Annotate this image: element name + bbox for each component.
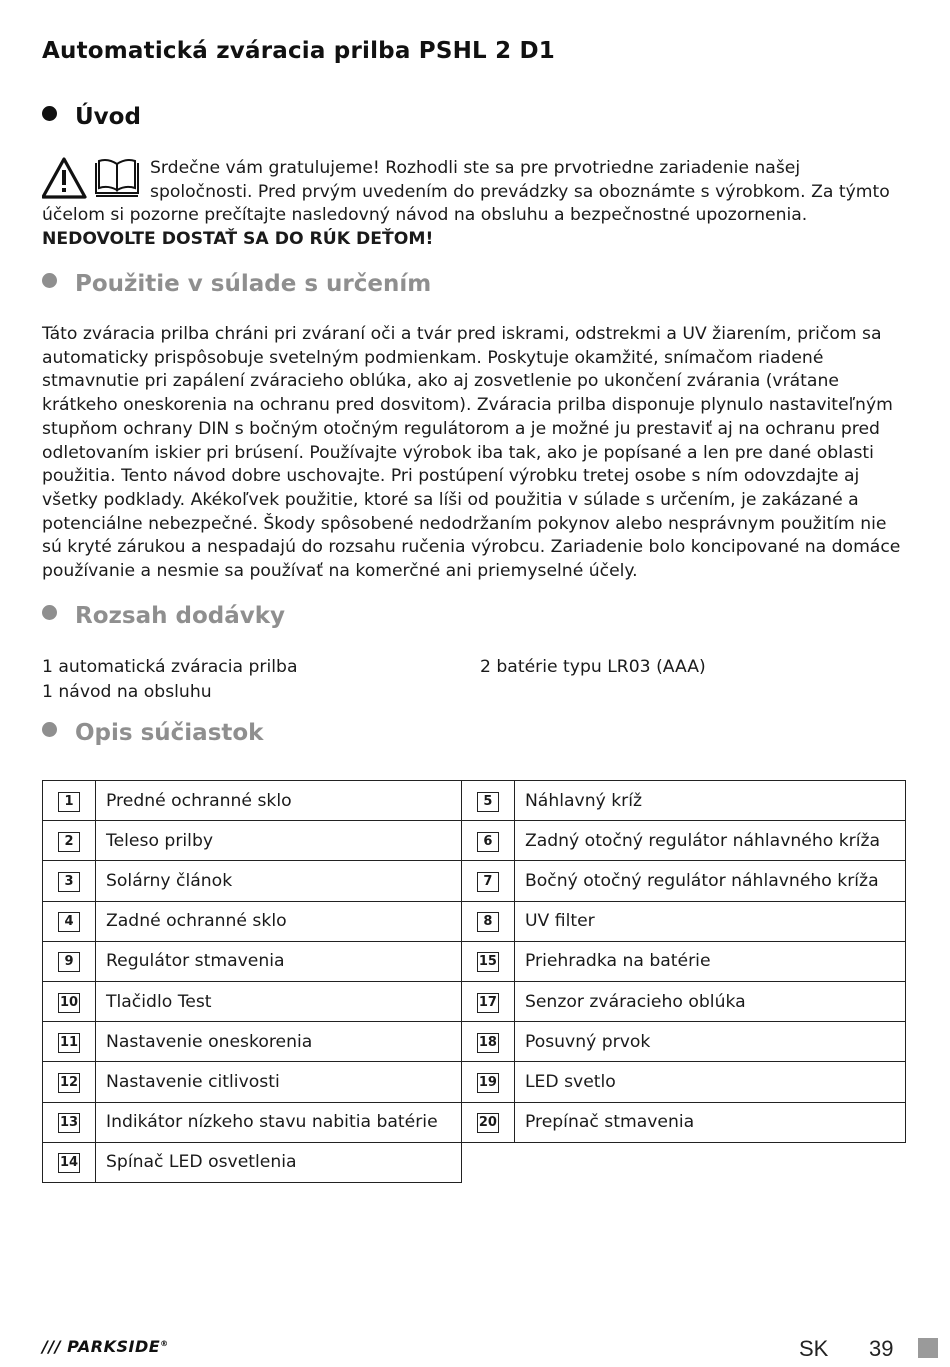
page-number: 39: [869, 1336, 894, 1361]
part-label: Indikátor nízkeho stavu nabitia batérie: [96, 1102, 462, 1142]
part-label: LED svetlo: [514, 1062, 905, 1102]
part-number-cell: [43, 781, 96, 821]
part-number: 9: [58, 952, 80, 972]
section-heading-intended-use: [42, 271, 431, 297]
part-number-cell: [43, 901, 96, 941]
part-number-cell: [43, 941, 96, 981]
table-row: [43, 1022, 906, 1062]
intended-use-heading-text: Použitie v súlade s určením: [75, 271, 432, 297]
part-number-cell: [43, 981, 96, 1021]
empty-cell: [514, 1142, 905, 1182]
table-row: [43, 941, 906, 981]
part-label: Zadné ochranné sklo: [96, 901, 462, 941]
part-number-cell: [43, 821, 96, 861]
part-label: Posuvný prvok: [514, 1022, 905, 1062]
intro-text: Srdečne vám gratulujeme! Rozhodli ste sa pre prvotriedne zariadenie našej spoločnosti. Pred prvým uvedením do prevádzky sa oboznámte s výrobkom. Za týmto účelom si pozorne prečítajte nasledovný návod na obsluhu a bezpečnostné upozornenia.: [42, 158, 890, 226]
part-number: 6: [477, 832, 499, 852]
part-number-cell: [461, 1062, 514, 1102]
bullet-icon: [42, 273, 57, 288]
part-number: 3: [58, 872, 80, 892]
section-heading-delivery: [42, 603, 285, 629]
delivery-item: 2 batérie typu LR03 (AAA): [480, 657, 706, 677]
part-label: Teleso prilby: [96, 821, 462, 861]
table-row: [43, 861, 906, 901]
part-label: Prepínač stmavenia: [514, 1102, 905, 1142]
part-number: 18: [477, 1033, 499, 1053]
parts-table: [42, 780, 906, 1183]
part-label: Tlačidlo Test: [96, 981, 462, 1021]
part-number-cell: [461, 861, 514, 901]
table-row: [43, 901, 906, 941]
table-row: [43, 821, 906, 861]
part-number-cell: [43, 1062, 96, 1102]
part-label: Spínač LED osvetlenia: [96, 1142, 462, 1182]
table-row: [43, 1142, 906, 1182]
part-number-cell: [461, 901, 514, 941]
intro-heading-text: Úvod: [75, 104, 141, 130]
part-number: 13: [58, 1113, 80, 1133]
part-number: 15: [477, 952, 499, 972]
parts-heading-text: Opis súčiastok: [75, 720, 264, 746]
bullet-icon: [42, 106, 57, 121]
part-number-cell: [461, 981, 514, 1021]
part-number-cell: [43, 861, 96, 901]
delivery-list: [42, 655, 908, 704]
delivery-heading-text: Rozsah dodávky: [75, 603, 286, 629]
part-number: 2: [58, 832, 80, 852]
part-number: 10: [58, 993, 80, 1013]
part-label: Priehradka na batérie: [514, 941, 905, 981]
part-label: Nastavenie oneskorenia: [96, 1022, 462, 1062]
part-label: Senzor zváracieho oblúka: [514, 981, 905, 1021]
part-number-cell: [461, 781, 514, 821]
part-label: UV filter: [514, 901, 905, 941]
delivery-item: 1 automatická zváracia prilba: [42, 657, 298, 677]
part-number: 17: [477, 993, 499, 1013]
part-label: Náhlavný kríž: [514, 781, 905, 821]
part-number: 5: [477, 792, 499, 812]
part-number: 8: [477, 912, 499, 932]
bullet-icon: [42, 722, 57, 737]
part-number: 19: [477, 1073, 499, 1093]
part-label: Solárny článok: [96, 861, 462, 901]
intro-paragraph: [42, 157, 908, 252]
part-number: 12: [58, 1073, 80, 1093]
part-number-cell: [461, 941, 514, 981]
part-number: 11: [58, 1033, 80, 1053]
section-heading-parts: [42, 720, 263, 746]
part-label: Bočný otočný regulátor náhlavného kríža: [514, 861, 905, 901]
part-number: 20: [477, 1113, 499, 1133]
language-code: SK: [799, 1336, 829, 1361]
part-label: Nastavenie citlivosti: [96, 1062, 462, 1102]
part-number: 7: [477, 872, 499, 892]
part-label: Regulátor stmavenia: [96, 941, 462, 981]
bullet-icon: [42, 605, 57, 620]
part-number: 14: [58, 1153, 80, 1173]
part-number-cell: [461, 821, 514, 861]
page-marker-square: [918, 1338, 938, 1358]
part-number-cell: [43, 1142, 96, 1182]
brand-logo: /// PARKSIDE®: [42, 1337, 169, 1356]
section-heading-intro: [42, 104, 141, 130]
part-label: Predné ochranné sklo: [96, 781, 462, 821]
part-number-cell: [43, 1022, 96, 1062]
child-warning: NEDOVOLTE DOSTAŤ SA DO RÚK DEŤOM!: [42, 229, 434, 250]
table-row: [43, 981, 906, 1021]
intended-use-paragraph: Táto zváracia prilba chráni pri zváraní oči a tvár pred iskrami, odstrekmi a UV žiarením, pričom sa automaticky prispôsobuje svetelným podmienkam. Poskytuje okamžité, snímačom riadené stmavnutie pri zapálení zváracieho oblúka, ako aj zosvetlenie po ukončení zvárania (vrátane krátkeho oneskorenia na ochranu pred dosvitom). Zváracia prilba disponuje plynulo nastaviteľným stupňom ochrany DIN s bočným otočným regulátorom a je možné ju prestaviť aj na ochranu pred odletovaním iskier pri brúsení. Používajte výrobok iba tak, ako je popísané a len pre dané oblasti použitia. Tento návod dobre uschovajte. Pri postúpení výrobku tretej osobe s ním odovzdajte aj všetky podklady. Akékoľvek použitie, ktoré sa líši od použitia v súlade s určením, je zakázané a potenciálne nebezpečné. Škody spôsobené nedodržaním pokynov alebo nesprávnym použitím nie sú kryté zárukou a nespadajú do rozsahu ručenia výrobcu. Zariadenie bolo koncipované na domáce používanie a nesmie sa používať na komerčné ani priemyselné účely.: [42, 324, 901, 582]
part-number: 4: [58, 912, 80, 932]
table-row: [43, 1102, 906, 1142]
delivery-item: 1 návod na obsluhu: [42, 681, 212, 702]
document-title: Automatická zváracia prilba PSHL 2 D1: [42, 38, 556, 64]
part-number: 1: [58, 792, 80, 812]
empty-cell: [461, 1142, 514, 1182]
part-number-cell: [461, 1102, 514, 1142]
table-row: [43, 781, 906, 821]
part-number-cell: [43, 1102, 96, 1142]
table-row: [43, 1062, 906, 1102]
part-number-cell: [461, 1022, 514, 1062]
part-label: Zadný otočný regulátor náhlavného kríža: [514, 821, 905, 861]
